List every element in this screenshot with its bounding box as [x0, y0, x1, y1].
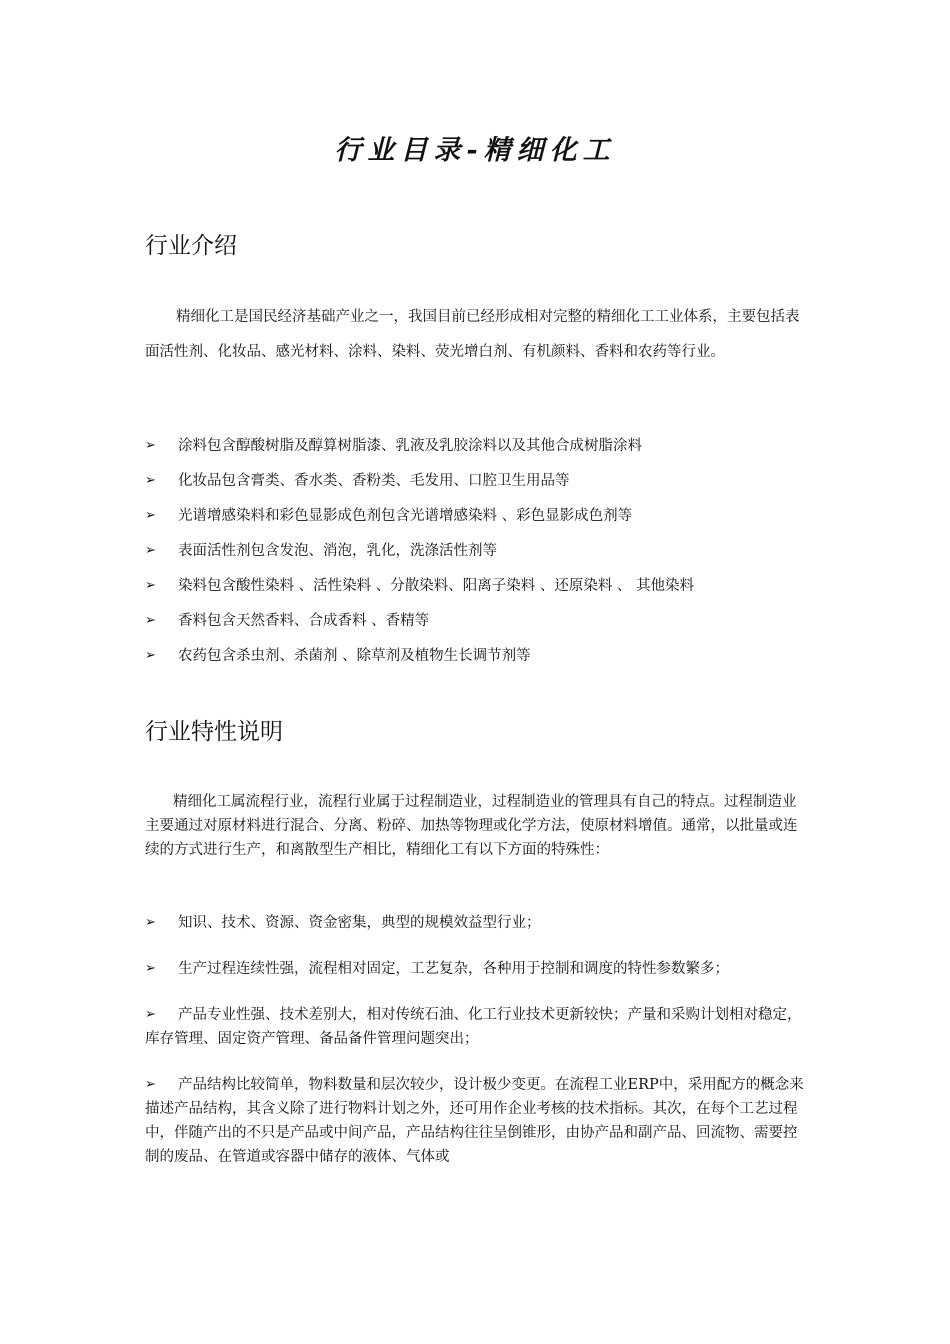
arrow-bullet-icon: ➢	[145, 915, 156, 930]
arrow-bullet-icon: ➢	[145, 578, 156, 593]
characteristics-list	[145, 911, 810, 1191]
arrow-bullet-icon: ➢	[145, 473, 156, 488]
arrow-bullet-icon: ➢	[145, 508, 156, 523]
arrow-bullet-icon: ➢	[145, 1077, 156, 1092]
list-item: ➢ 染料包含酸性染料 、活性染料 、分散染料、阳离子染料 、还原染料 、 其他染料	[145, 574, 810, 609]
list-item: ➢ 农药包含杀虫剂、杀菌剂 、除草剂及植物生长调节剂等	[145, 644, 810, 679]
section-heading-intro: 行业介绍	[145, 233, 237, 259]
arrow-bullet-icon: ➢	[145, 648, 156, 663]
list-item: ➢ 知识、技术、资源、资金密集，典型的规模效益型行业；	[145, 911, 810, 935]
list-item: ➢ 光谱增感染料和彩色显影成色剂包含光谱增感染料 、彩色显影成色剂等	[145, 504, 810, 539]
characteristics-paragraph: 精细化工属流程行业，流程行业属于过程制造业，过程制造业的管理具有自己的特点。过程制造业主要通过对原材料进行混合、分离、粉碎、加热等物理或化学方法，使原材料增值。通常，以批量或连续的方式进行生产，和离散型生产相比，精细化工有以下方面的特殊性：	[145, 794, 798, 858]
page-title: 行业目录-精细化工	[334, 135, 616, 166]
arrow-bullet-icon: ➢	[145, 1007, 156, 1022]
section-heading-characteristics: 行业特性说明	[145, 719, 283, 745]
list-item: ➢ 化妆品包含膏类、香水类、香粉类、毛发用、口腔卫生用品等	[145, 469, 810, 504]
arrow-bullet-icon: ➢	[145, 613, 156, 628]
list-item: ➢ 表面活性剂包含发泡、消泡，乳化，洗涤活性剂等	[145, 539, 810, 574]
list-item: ➢ 香料包含天然香料、合成香料 、香精等	[145, 609, 810, 644]
list-item: ➢ 涂料包含醇酸树脂及醇算树脂漆、乳液及乳胶涂料以及其他合成树脂涂料	[145, 434, 810, 469]
industry-list	[145, 434, 810, 679]
arrow-bullet-icon: ➢	[145, 438, 156, 453]
intro-paragraph: 精细化工是国民经济基础产业之一，我国目前已经形成相对完整的精细化工工业体系，主要包括表面活性剂、化妆品、感光材料、涂料、染料、荧光增白剂、有机颜料、香料和农药等行业。	[145, 309, 800, 360]
list-item: ➢ 产品专业性强、技术差别大，相对传统石油、化工行业技术更新较快；产量和采购计划相对稳定，库存管理、固定资产管理、备品备件管理问题突出；	[145, 1003, 810, 1051]
list-item: ➢ 生产过程连续性强，流程相对固定，工艺复杂，各种用于控制和调度的特性参数繁多；	[145, 957, 810, 981]
list-item: ➢ 产品结构比较简单，物料数量和层次较少，设计极少变更。在流程工业ERP中，采用配方的概念来描述产品结构，其含义除了进行物料计划之外，还可用作企业考核的技术指标。其次，在每个工艺过程中，伴随产出的不只是产品或中间产品，产品结构往往呈倒锥形，由协产品和副产品、回流物、需要控制的废品、在管道或容器中储存的液体、气体或	[145, 1073, 810, 1169]
arrow-bullet-icon: ➢	[145, 543, 156, 558]
arrow-bullet-icon: ➢	[145, 961, 156, 976]
